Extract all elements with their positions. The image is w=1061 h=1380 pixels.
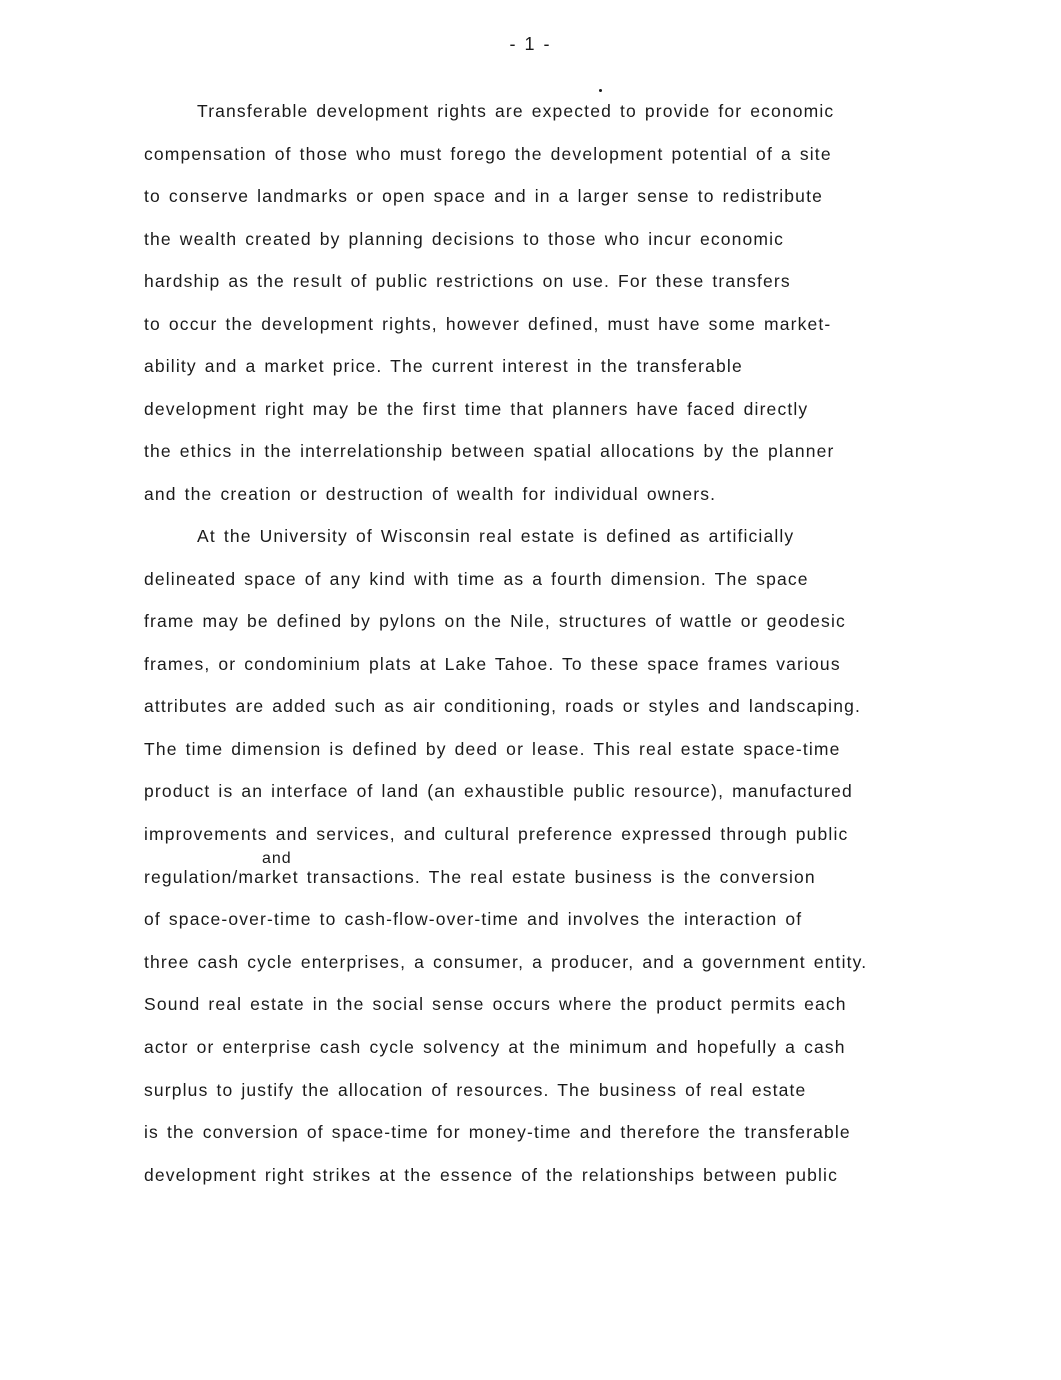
text-line: actor or enterprise cash cycle solvency at the minimum and hopefully a cash bbox=[144, 1037, 846, 1057]
text-line: At the University of Wisconsin real estate is defined as artificially bbox=[197, 526, 795, 546]
text-line: the ethics in the interrelationship between spatial allocations by the planner bbox=[144, 441, 835, 461]
text-line: compensation of those who must forego the development potential of a site bbox=[144, 144, 832, 164]
text-line: of space-over-time to cash-flow-over-time and involves the interaction of bbox=[144, 909, 803, 929]
text-line: development right strikes at the essence of the relationships between public bbox=[144, 1165, 838, 1185]
text-line: ability and a market price. The current interest in the transferable bbox=[144, 356, 743, 376]
stray-mark bbox=[599, 89, 602, 92]
text-line: development right may be the first time that planners have faced directly bbox=[144, 399, 809, 419]
text-line: The time dimension is defined by deed or lease. This real estate space-time bbox=[144, 739, 841, 759]
text-line: product is an interface of land (an exhaustible public resource), manufactured bbox=[144, 781, 853, 801]
text-line: to conserve landmarks or open space and in a larger sense to redistribute bbox=[144, 186, 823, 206]
text-line: improvements and services, and cultural preference expressed through public bbox=[144, 824, 849, 844]
text-line: surplus to justify the allocation of resources. The business of real estate bbox=[144, 1080, 807, 1100]
text-line: to occur the development rights, however defined, must have some market- bbox=[144, 314, 832, 334]
text-line: Sound real estate in the social sense occurs where the product permits each bbox=[144, 994, 847, 1014]
text-line: three cash cycle enterprises, a consumer, a producer, and a government entity. bbox=[144, 952, 868, 972]
text-line: is the conversion of space-time for money-time and therefore the transferable bbox=[144, 1122, 851, 1142]
text-line: attributes are added such as air conditioning, roads or styles and landscaping. bbox=[144, 696, 861, 716]
text-line: delineated space of any kind with time as a fourth dimension. The space bbox=[144, 569, 809, 589]
text-line: and the creation or destruction of wealth for individual owners. bbox=[144, 484, 717, 504]
text-line: the wealth created by planning decisions to those who incur economic bbox=[144, 229, 785, 249]
page-number: - 1 - bbox=[509, 34, 552, 54]
text-line: frame may be defined by pylons on the Nile, structures of wattle or geodesic bbox=[144, 611, 846, 631]
text-line: frames, or condominium plats at Lake Tahoe. To these space frames various bbox=[144, 654, 841, 674]
interlinear-insertion: and bbox=[262, 850, 292, 867]
text-line: Transferable development rights are expected to provide for economic bbox=[197, 101, 835, 121]
text-line: hardship as the result of public restrictions on use. For these transfers bbox=[144, 271, 791, 291]
text-line: regulation/market transactions. The real estate business is the conversion bbox=[144, 867, 816, 887]
